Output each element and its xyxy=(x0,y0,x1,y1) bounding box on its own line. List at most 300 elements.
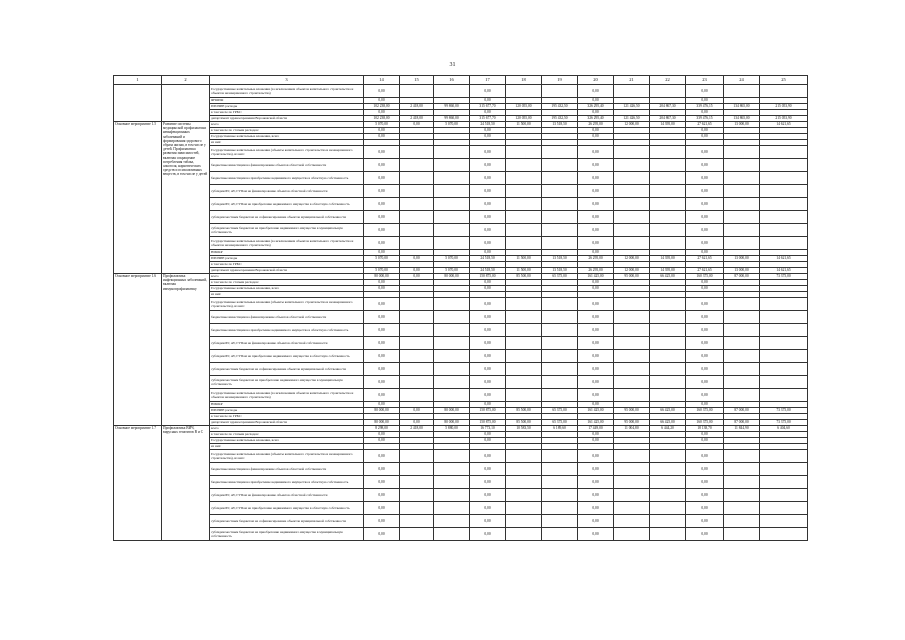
value-cell: 0,00 xyxy=(686,376,724,389)
value-cell: 0,00 xyxy=(470,198,506,211)
value-cell xyxy=(400,185,434,198)
value-cell: 65 375,00 xyxy=(542,274,578,280)
value-cell xyxy=(506,389,542,402)
value-cell xyxy=(650,502,686,515)
value-cell: 0,00 xyxy=(364,134,400,140)
table-row xyxy=(114,450,808,463)
value-cell xyxy=(434,502,470,515)
value-cell: 0,00 xyxy=(686,85,724,98)
value-cell xyxy=(506,198,542,211)
value-cell xyxy=(724,198,760,211)
value-cell: 95 000,00 xyxy=(614,408,650,414)
value-cell: 0,00 xyxy=(364,280,400,286)
value-cell xyxy=(760,185,808,198)
value-cell: 14 621,65 xyxy=(760,122,808,128)
value-cell xyxy=(400,211,434,224)
table-row xyxy=(114,337,808,350)
value-cell xyxy=(434,528,470,541)
value-cell: 0,00 xyxy=(470,85,506,98)
value-cell xyxy=(400,450,434,463)
value-cell xyxy=(506,224,542,237)
value-cell: 0,00 xyxy=(364,85,400,98)
value-cell: 0,00 xyxy=(686,402,724,408)
table-row xyxy=(114,350,808,363)
value-cell xyxy=(434,159,470,172)
value-cell: 85 500,00 xyxy=(506,274,542,280)
table-row xyxy=(114,376,808,389)
value-cell: 0,00 xyxy=(364,389,400,402)
value-cell: 0,00 xyxy=(470,286,506,292)
value-cell: 0,00 xyxy=(686,432,724,438)
value-cell xyxy=(650,515,686,528)
column-header: 1 xyxy=(114,76,162,85)
value-cell: 0,00 xyxy=(470,350,506,363)
value-cell xyxy=(434,211,470,224)
value-cell: 26 295,00 xyxy=(578,256,614,262)
table-row xyxy=(114,146,808,159)
value-cell: 0,00 xyxy=(364,298,400,311)
value-cell xyxy=(506,363,542,376)
value-cell xyxy=(614,350,650,363)
value-cell: 10 583,50 xyxy=(506,426,542,432)
expense-type: субсидии местным бюджетам на приобретение недвижимого имущества в муниципальную собственность xyxy=(210,224,364,237)
value-cell xyxy=(506,324,542,337)
expense-type: НИОКР xyxy=(210,402,364,408)
value-cell: 0,00 xyxy=(686,311,724,324)
value-cell: 0,00 xyxy=(400,256,434,262)
value-cell: 0,00 xyxy=(686,98,724,104)
value-cell xyxy=(760,463,808,476)
value-cell xyxy=(506,450,542,463)
value-cell: 5 070,00 xyxy=(434,122,470,128)
column-header: 15 xyxy=(400,76,434,85)
value-cell xyxy=(542,237,578,250)
value-cell: 0,00 xyxy=(470,337,506,350)
table-row xyxy=(114,85,808,98)
value-cell: 102 238,00 xyxy=(364,104,400,110)
value-cell xyxy=(760,224,808,237)
value-cell: 0,00 xyxy=(364,489,400,502)
value-cell: 0,00 xyxy=(686,172,724,185)
value-cell: 24 518,50 xyxy=(470,122,506,128)
value-cell: 0,00 xyxy=(364,128,400,134)
value-cell xyxy=(724,489,760,502)
value-cell xyxy=(760,489,808,502)
value-cell xyxy=(434,389,470,402)
value-cell: 0,00 xyxy=(686,280,724,286)
expense-type: Государственные капитальные вложения (за исключением объектов капитального строительства и объектов незавершенного строительства) xyxy=(210,85,364,98)
value-cell xyxy=(650,350,686,363)
value-cell xyxy=(506,85,542,98)
value-cell xyxy=(724,324,760,337)
value-cell: 0,00 xyxy=(578,185,614,198)
table-row xyxy=(114,515,808,528)
table-row xyxy=(114,502,808,515)
value-cell xyxy=(614,311,650,324)
table-row xyxy=(114,528,808,541)
expense-type: субсидии местным бюджетам на софинансирование объектов муниципальной собственности xyxy=(210,363,364,376)
value-cell: 0,00 xyxy=(686,476,724,489)
value-cell xyxy=(724,159,760,172)
value-cell xyxy=(650,450,686,463)
value-cell: 0,00 xyxy=(364,211,400,224)
value-cell: 73 375,00 xyxy=(760,408,808,414)
value-cell: 0,00 xyxy=(470,432,506,438)
value-cell xyxy=(400,146,434,159)
value-cell: 0,00 xyxy=(686,224,724,237)
expense-type: субсидии местным бюджетам на софинансирование объектов муниципальной собственности xyxy=(210,211,364,224)
value-cell xyxy=(760,350,808,363)
value-cell: 0,00 xyxy=(686,528,724,541)
value-cell: 11 004,80 xyxy=(614,426,650,432)
value-cell xyxy=(542,350,578,363)
expense-type: бюджетные инвестиции на приобретение недвижимого имущества в областную собственность xyxy=(210,324,364,337)
value-cell: 12 000,00 xyxy=(614,256,650,262)
value-cell: 5 070,00 xyxy=(364,268,400,274)
value-cell: 0,00 xyxy=(578,237,614,250)
expense-type: бюджетные инвестиции на приобретение недвижимого имущества в областную собственность xyxy=(210,172,364,185)
value-cell: 161 425,00 xyxy=(578,408,614,414)
value-cell: 0,00 xyxy=(686,211,724,224)
expense-type: Государственные капитальные вложения (объекты капитального строительства и незавершенного строительства), из них: xyxy=(210,146,364,159)
value-cell: 26 295,00 xyxy=(578,268,614,274)
value-cell xyxy=(724,363,760,376)
value-cell xyxy=(434,476,470,489)
value-cell xyxy=(724,337,760,350)
value-cell xyxy=(724,389,760,402)
value-cell: 0,00 xyxy=(470,450,506,463)
value-cell: 0,00 xyxy=(686,363,724,376)
value-cell xyxy=(760,211,808,224)
value-cell xyxy=(614,363,650,376)
budget-table xyxy=(113,75,808,541)
expense-type: из них: xyxy=(210,140,364,146)
value-cell: 0,00 xyxy=(470,298,506,311)
value-cell: 315 677,70 xyxy=(470,104,506,110)
value-cell xyxy=(724,237,760,250)
expense-type: всего xyxy=(210,122,364,128)
column-header: 17 xyxy=(470,76,506,85)
value-cell: 17 449,00 xyxy=(578,426,614,432)
value-cell: 0,00 xyxy=(364,224,400,237)
value-cell: 5 070,00 xyxy=(364,256,400,262)
value-cell: 0,00 xyxy=(364,198,400,211)
value-cell xyxy=(542,224,578,237)
value-cell xyxy=(724,502,760,515)
value-cell: 0,00 xyxy=(470,280,506,286)
value-cell: 0,00 xyxy=(364,438,400,444)
value-cell xyxy=(434,298,470,311)
value-cell xyxy=(400,224,434,237)
value-cell xyxy=(614,489,650,502)
expense-type: субсидии БУ, АУ, ГУПам на приобретение недвижимого имущества в областную собственность xyxy=(210,502,364,515)
value-cell: 24 518,50 xyxy=(470,256,506,262)
value-cell: 13 518,50 xyxy=(542,122,578,128)
expense-type: субсидии БУ, АУ, ГУПам на приобретение недвижимого имущества в областную собственность xyxy=(210,198,364,211)
value-cell: 0,00 xyxy=(400,274,434,280)
table-row xyxy=(114,159,808,172)
value-cell: 0,00 xyxy=(470,224,506,237)
expense-type: в том числе по ГРБС: xyxy=(210,414,364,420)
value-cell xyxy=(724,515,760,528)
table-row xyxy=(114,198,808,211)
value-cell: 0,00 xyxy=(686,159,724,172)
value-cell: 6 444,20 xyxy=(650,426,686,432)
activity-label: Основное мероприятие 1.6 xyxy=(114,274,162,426)
table-row xyxy=(114,476,808,489)
value-cell xyxy=(650,224,686,237)
value-cell xyxy=(760,85,808,98)
expense-type: бюджетные инвестиции на приобретение недвижимого имущества в областную собственность xyxy=(210,476,364,489)
expense-type: в том числе по ГРБС: xyxy=(210,262,364,268)
value-cell: 204 867,30 xyxy=(650,104,686,110)
value-cell: 0,00 xyxy=(578,489,614,502)
value-cell: 0,00 xyxy=(578,98,614,104)
value-cell xyxy=(760,389,808,402)
value-cell xyxy=(760,172,808,185)
value-cell xyxy=(506,463,542,476)
value-cell: 0,00 xyxy=(364,146,400,159)
expense-type: в том числе по статьям расходов: xyxy=(210,128,364,134)
value-cell: 0,00 xyxy=(364,528,400,541)
value-cell: 195 432,50 xyxy=(542,116,578,122)
value-cell: 5 070,00 xyxy=(434,256,470,262)
value-cell: 195 432,50 xyxy=(542,104,578,110)
table-row xyxy=(114,489,808,502)
value-cell xyxy=(724,311,760,324)
value-cell xyxy=(614,224,650,237)
value-cell: 160 375,00 xyxy=(686,420,724,426)
expense-type: Государственные капитальные вложения (объекты капитального строительства и незавершенного строительства), из них: xyxy=(210,298,364,311)
value-cell: 0,00 xyxy=(470,438,506,444)
value-cell xyxy=(542,515,578,528)
value-cell: 0,00 xyxy=(686,185,724,198)
value-cell xyxy=(724,376,760,389)
table-row xyxy=(114,237,808,250)
value-cell: 0,00 xyxy=(578,211,614,224)
expense-type: субсидии БУ, АУ, ГУПам на приобретение недвижимого имущества в областную собственность xyxy=(210,350,364,363)
value-cell xyxy=(542,389,578,402)
value-cell xyxy=(506,311,542,324)
value-cell: 0,00 xyxy=(400,122,434,128)
value-cell: 0,00 xyxy=(364,311,400,324)
value-cell xyxy=(542,502,578,515)
value-cell xyxy=(434,311,470,324)
value-cell xyxy=(542,463,578,476)
value-cell xyxy=(434,350,470,363)
expense-type: Государственные капитальные вложения (объекты капитального строительства и незавершенного строительства), из них: xyxy=(210,450,364,463)
value-cell: 161 425,00 xyxy=(578,420,614,426)
value-cell: 0,00 xyxy=(578,280,614,286)
value-cell: 0,00 xyxy=(470,211,506,224)
value-cell xyxy=(400,298,434,311)
value-cell xyxy=(434,463,470,476)
value-cell: 27 621,65 xyxy=(686,122,724,128)
value-cell: 11 500,00 xyxy=(506,256,542,262)
column-header: 23 xyxy=(686,76,724,85)
value-cell: 0,00 xyxy=(578,502,614,515)
value-cell: 134 865,00 xyxy=(724,104,760,110)
value-cell xyxy=(434,237,470,250)
value-cell xyxy=(542,363,578,376)
value-cell xyxy=(542,172,578,185)
value-cell: 66 425,00 xyxy=(650,408,686,414)
value-cell: 0,00 xyxy=(470,476,506,489)
value-cell: 0,00 xyxy=(686,350,724,363)
column-header: 16 xyxy=(434,76,470,85)
value-cell xyxy=(506,502,542,515)
value-cell: 14 395,00 xyxy=(650,256,686,262)
value-cell: 14 395,00 xyxy=(650,268,686,274)
value-cell xyxy=(542,489,578,502)
table-row xyxy=(114,463,808,476)
value-cell xyxy=(400,463,434,476)
value-cell: 339 476,15 xyxy=(686,116,724,122)
value-cell xyxy=(614,450,650,463)
value-cell: 0,00 xyxy=(470,324,506,337)
value-cell xyxy=(760,376,808,389)
value-cell xyxy=(400,172,434,185)
value-cell: 0,00 xyxy=(364,250,400,256)
value-cell xyxy=(760,337,808,350)
value-cell xyxy=(650,376,686,389)
value-cell: 2 418,00 xyxy=(400,104,434,110)
value-cell: 0,00 xyxy=(686,389,724,402)
value-cell: 160 375,00 xyxy=(686,274,724,280)
value-cell: 134 865,00 xyxy=(724,116,760,122)
value-cell xyxy=(400,324,434,337)
expense-type: субсидии местным бюджетам на приобретение недвижимого имущества в муниципальную собственность xyxy=(210,376,364,389)
value-cell: 215 053,90 xyxy=(760,104,808,110)
value-cell: 0,00 xyxy=(400,408,434,414)
value-cell: 102 238,00 xyxy=(364,116,400,122)
value-cell xyxy=(434,146,470,159)
value-cell: 11 500,00 xyxy=(506,268,542,274)
value-cell xyxy=(542,324,578,337)
value-cell xyxy=(506,337,542,350)
column-header: 25 xyxy=(760,76,808,85)
table-row xyxy=(114,224,808,237)
expense-type: ПРОЧИЕ расходы xyxy=(210,408,364,414)
value-cell: 0,00 xyxy=(364,350,400,363)
value-cell: 0,00 xyxy=(578,402,614,408)
value-cell xyxy=(650,489,686,502)
value-cell xyxy=(614,159,650,172)
value-cell: 0,00 xyxy=(470,172,506,185)
expense-type: субсидии БУ, АУ, ГУПам на финансирование объектов областной собственности xyxy=(210,489,364,502)
value-cell xyxy=(724,85,760,98)
value-cell xyxy=(614,172,650,185)
value-cell xyxy=(650,389,686,402)
value-cell xyxy=(760,515,808,528)
value-cell xyxy=(650,463,686,476)
value-cell xyxy=(400,389,434,402)
value-cell: 339 476,15 xyxy=(686,104,724,110)
expense-type: Государственные капитальные вложения, всего xyxy=(210,134,364,140)
value-cell: 14 621,65 xyxy=(760,268,808,274)
activity-name: Развитие системы медицинской профилактики неинфекционных заболеваний и формирования здорового образа жизни, в том числе у детей. Профилактика развития зависимостей, включая сокращение потребления табака, алкоголя, наркотических средств и психоактивных веществ, в том числе у детей xyxy=(162,122,210,274)
value-cell xyxy=(760,502,808,515)
value-cell: 0,00 xyxy=(578,298,614,311)
value-cell: 2 418,00 xyxy=(400,426,434,432)
value-cell xyxy=(434,376,470,389)
value-cell: 80 000,00 xyxy=(434,274,470,280)
value-cell xyxy=(506,237,542,250)
value-cell xyxy=(724,476,760,489)
value-cell xyxy=(724,172,760,185)
expense-type: Государственные капитальные вложения, всего xyxy=(210,286,364,292)
value-cell xyxy=(400,237,434,250)
value-cell xyxy=(542,185,578,198)
expense-type: ПРОЧИЕ расходы xyxy=(210,256,364,262)
value-cell xyxy=(542,376,578,389)
value-cell: 0,00 xyxy=(578,515,614,528)
expense-type: всего xyxy=(210,274,364,280)
value-cell: 0,00 xyxy=(578,159,614,172)
value-cell: 0,00 xyxy=(686,198,724,211)
value-cell: 0,00 xyxy=(364,363,400,376)
value-cell: 11 500,00 xyxy=(506,122,542,128)
value-cell xyxy=(400,528,434,541)
value-cell: 0,00 xyxy=(470,311,506,324)
value-cell xyxy=(506,376,542,389)
value-cell: 12 000,00 xyxy=(614,268,650,274)
value-cell: 0,00 xyxy=(578,198,614,211)
value-cell xyxy=(434,224,470,237)
value-cell: 8 298,00 xyxy=(364,426,400,432)
value-cell: 26 295,00 xyxy=(578,122,614,128)
value-cell xyxy=(542,159,578,172)
value-cell xyxy=(650,311,686,324)
value-cell xyxy=(542,311,578,324)
value-cell: 0,00 xyxy=(686,128,724,134)
expense-type: из них: xyxy=(210,292,364,298)
value-cell xyxy=(542,198,578,211)
value-cell: 0,00 xyxy=(364,286,400,292)
value-cell: 204 867,30 xyxy=(650,116,686,122)
column-header: 19 xyxy=(542,76,578,85)
value-cell: 0,00 xyxy=(578,363,614,376)
value-cell: 65 375,00 xyxy=(542,420,578,426)
value-cell: 95 000,00 xyxy=(614,274,650,280)
expense-type: ЯНОИФ xyxy=(210,98,364,104)
value-cell: 73 375,00 xyxy=(760,420,808,426)
table-row xyxy=(114,363,808,376)
value-cell: 5 070,00 xyxy=(364,122,400,128)
value-cell xyxy=(724,350,760,363)
value-cell: 0,00 xyxy=(470,237,506,250)
expense-type: бюджетные инвестиции на финансирование объектов областной собственности xyxy=(210,159,364,172)
value-cell: 12 000,00 xyxy=(614,122,650,128)
value-cell: 11 844,90 xyxy=(724,426,760,432)
expense-type: субсидии местным бюджетам на софинансирование объектов муниципальной собственности xyxy=(210,515,364,528)
value-cell xyxy=(400,350,434,363)
table-row xyxy=(114,324,808,337)
value-cell: 87 000,00 xyxy=(724,274,760,280)
table-row xyxy=(114,311,808,324)
value-cell: 0,00 xyxy=(578,324,614,337)
activity-label: Основное мероприятие 1.7 xyxy=(114,426,162,541)
column-header: 18 xyxy=(506,76,542,85)
value-cell: 80 000,00 xyxy=(434,408,470,414)
value-cell xyxy=(614,185,650,198)
activity-label xyxy=(114,85,162,122)
value-cell: 0,00 xyxy=(686,450,724,463)
value-cell xyxy=(724,528,760,541)
value-cell xyxy=(614,198,650,211)
value-cell: 0,00 xyxy=(578,376,614,389)
value-cell xyxy=(760,363,808,376)
